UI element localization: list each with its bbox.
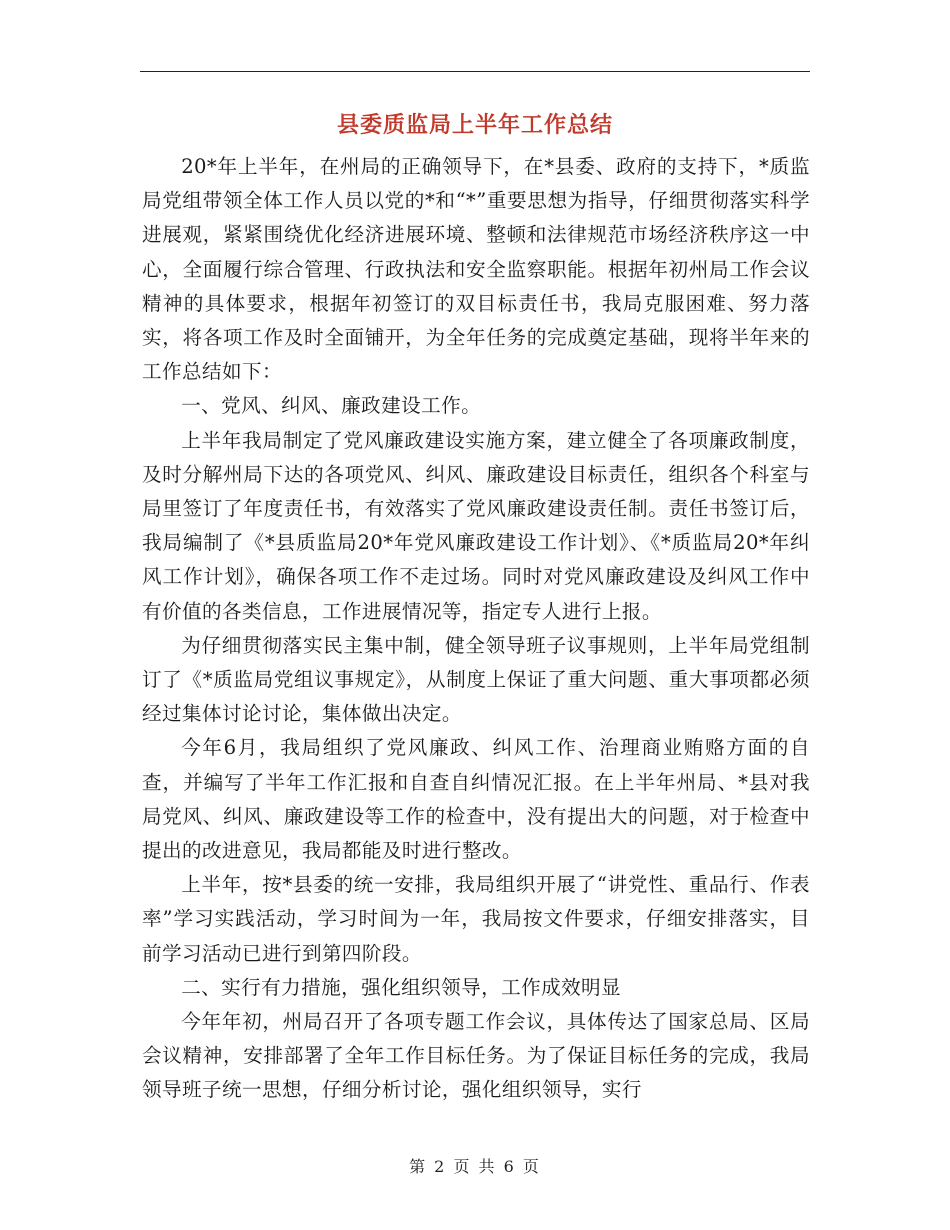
paragraph-intro: 20*年上半年，在州局的正确领导下，在*县委、政府的支持下，*质监局党组带领全体工作人员以党的*和“*”重要思想为指导，仔细贯彻落实科学进展观，紧紧围绕优化经济进展环境、整顿和法律规范市场经济秩序这一中心，全面履行综合管理、行政执法和安全监察职能。根据年初州局工作会议精神的具体要求，根据年初签订的双目标责任书，我局克服困难、努力落实，将各项工作及时全面铺开，为全年任务的完成奠定基础，现将半年来的工作总结如下： [142,155,810,384]
page-footer [0,1154,950,1177]
paragraph-measures: 今年年初，州局召开了各项专题工作会议，具体传达了国家总局、区局会议精神，安排部署了全年工作目标任务。为了保证目标任务的完成，我局领导班子统一思想，仔细分析讨论，强化组织领导，实行 [142,1010,810,1102]
section-heading-2: 二、实行有力措施，强化组织领导，工作成效明显 [181,975,622,999]
document-body [142,150,810,1108]
paragraph-self-inspection: 今年6月，我局组织了党风廉政、纠风工作、治理商业贿赂方面的自查，并编写了半年工作汇报和自查自纠情况汇报。在上半年州局、*县对我局党风、纠风、廉政建设等工作的检查中，没有提出大的问题，对于检查中提出的改进意见，我局都能及时进行整改。 [142,736,810,863]
document-title: 县委质监局上半年工作总结 [336,112,613,138]
header-rule [140,71,810,72]
paragraph-study-activity: 上半年，按*县委的统一安排，我局组织开展了“讲党性、重品行、作表率”学习实践活动，学习时间为一年，我局按文件要求，仔细安排落实，目前学习活动已进行到第四阶段。 [142,873,810,965]
section-heading-1: 一、党风、纠风、廉政建设工作。 [181,394,482,418]
paragraph-democratic-centralism: 为仔细贯彻落实民主集中制，健全领导班子议事规则，上半年局党组制订了《*质监局党组议事规定》，从制度上保证了重大问题、重大事项都必须经过集体讨论讨论，集体做出决定。 [142,633,810,726]
page-number-label: 第 2 页 共 6 页 [409,1157,541,1176]
paragraph-party-conduct: 上半年我局制定了党风廉政建设实施方案，建立健全了各项廉政制度，及时分解州局下达的各项党风、纠风、廉政建设目标责任，组织各个科室与局里签订了年度责任书，有效落实了党风廉政建设责任制。责任书签订后，我局编制了《*县质监局20*年党风廉政建设工作计划》、《*质监局20*年纠风工作计划》，确保各项工作不走过场。同时对党风廉政建设及纠风工作中有价值的各类信息，工作进展情况等，指定专人进行上报。 [142,428,810,623]
